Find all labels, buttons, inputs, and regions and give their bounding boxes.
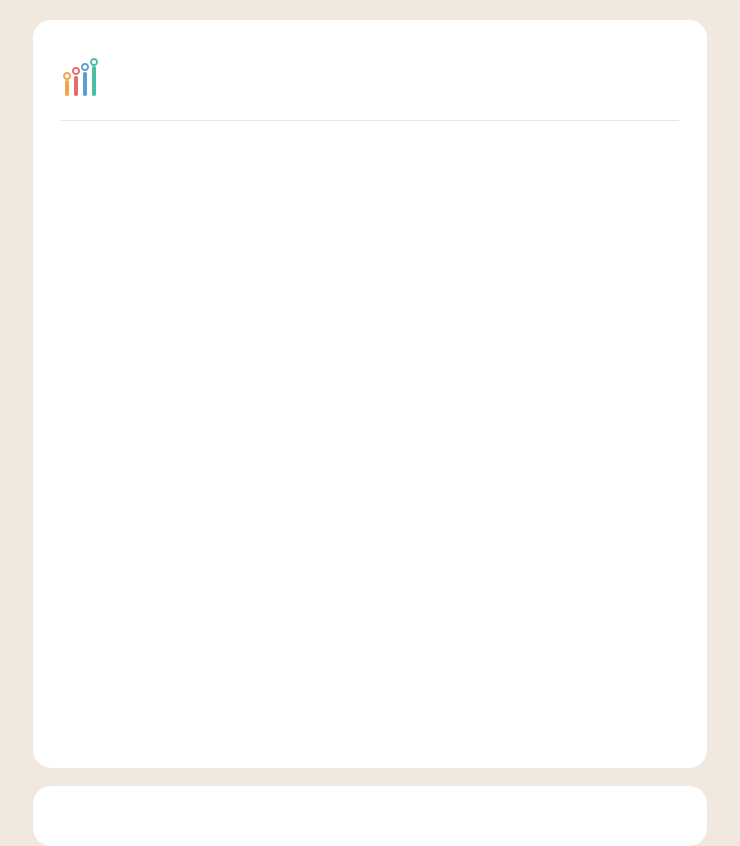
- next-card: [33, 786, 707, 846]
- daily-forecast-card: [33, 20, 707, 768]
- temperature-chart: [33, 20, 707, 560]
